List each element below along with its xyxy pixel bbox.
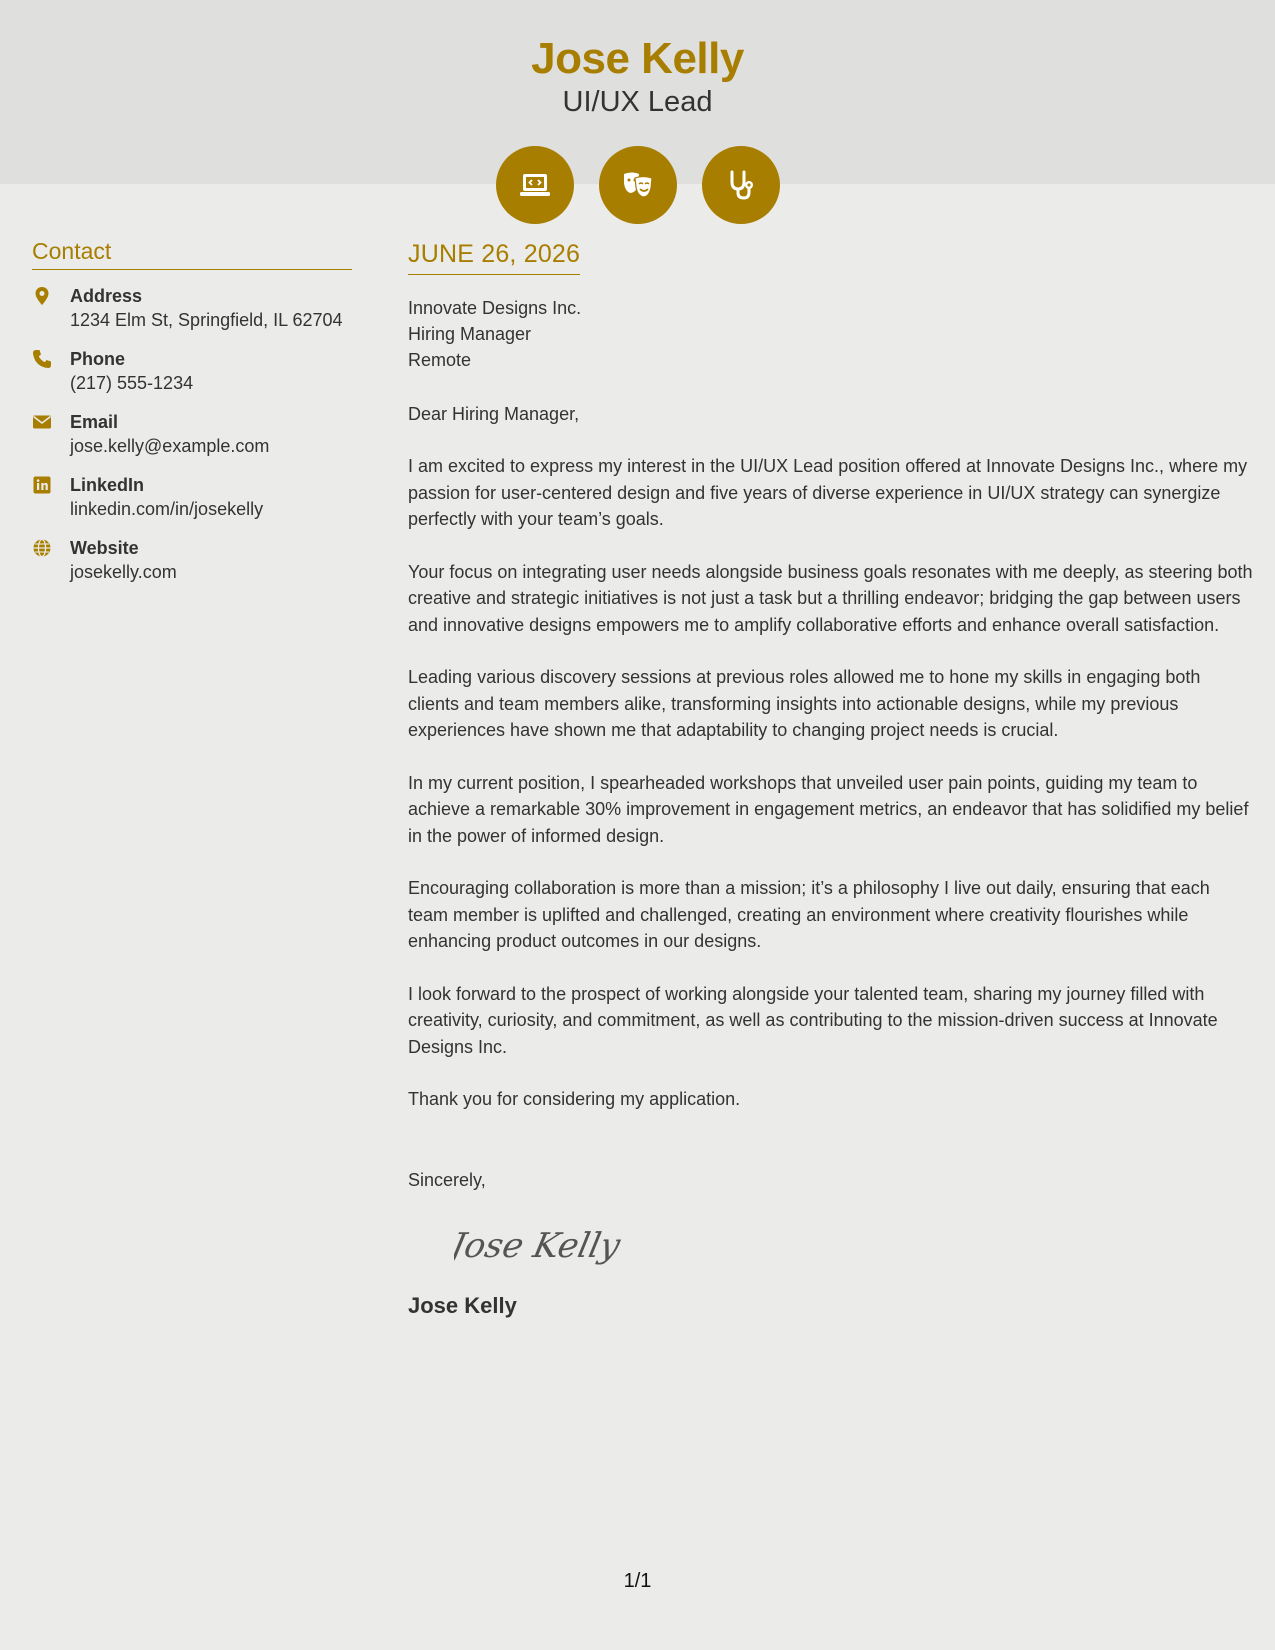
- letter-paragraph: Your focus on integrating user needs alongside business goals resonates with me deeply, as steering both creative and strategic initiatives is not just a task but a thrilling endeavor; bridging the gap between users and innovative designs empowers me to amplify collaborative efforts and enhance overall satisfaction.: [408, 561, 1253, 635]
- letter-paragraph: Encouraging collaboration is more than a mission; it’s a philosophy I live out daily, ensuring that each team member is uplifted and challenged, creating an environment where creativity flourishes while enhancing product outcomes in our designs.: [408, 878, 1210, 951]
- signature: [454, 1215, 1254, 1275]
- closing: Sincerely,: [408, 1169, 486, 1190]
- recipient-block: [408, 295, 1254, 373]
- contact-value: jose.kelly@example.com: [70, 436, 270, 456]
- envelope-icon: [32, 410, 70, 459]
- stethoscope-icon: [702, 146, 780, 224]
- contact-value: josekelly.com: [70, 562, 177, 582]
- recipient-location: Remote: [408, 350, 472, 370]
- letter-paragraph: I am excited to express my interest in the UI/UX Lead position offered at Innovate Designs Inc., where my passion for user-centered design and five years of diverse experience in UI/UX strategy can synergize perfectly with your team’s goals.: [408, 456, 1248, 529]
- contact-label: Website: [70, 538, 139, 558]
- applicant-role: UI/UX Lead: [562, 86, 713, 118]
- contact-value: (217) 555-1234: [70, 373, 194, 393]
- contact-email: [32, 410, 352, 459]
- letter-paragraph: I look forward to the prospect of working alongside your talented team, sharing my journey filled with creativity, curiosity, and commitment, as well as contributing to the mission-driven success at Innovate Designs Inc.: [408, 983, 1218, 1057]
- contact-value: linkedin.com/in/josekelly: [70, 499, 264, 519]
- contact-linkedin: [32, 473, 352, 522]
- letter-body: [408, 240, 1254, 1319]
- contact-title: Contact: [32, 238, 352, 270]
- salutation: Dear Hiring Manager,: [408, 404, 580, 424]
- globe-icon: [32, 536, 70, 585]
- contact-label: LinkedIn: [70, 475, 145, 495]
- signed-name: Jose Kelly: [408, 1292, 517, 1318]
- linkedin-icon: [32, 473, 70, 522]
- applicant-name: Jose Kelly: [531, 34, 744, 83]
- letter-paragraph: Thank you for considering my application.: [408, 1089, 741, 1109]
- theater-masks-icon: [599, 146, 677, 224]
- letter-date: JUNE 26, 2026: [408, 240, 580, 275]
- contact-address: [32, 284, 352, 333]
- contact-phone: [32, 347, 352, 396]
- map-pin-icon: [32, 284, 70, 333]
- contact-value: 1234 Elm St, Springfield, IL 62704: [70, 310, 343, 330]
- contact-label: Phone: [70, 349, 126, 369]
- signature-image: [454, 1215, 634, 1275]
- phone-icon: [32, 347, 70, 396]
- recipient-company: Innovate Designs Inc.: [408, 298, 582, 318]
- contact-label: Email: [70, 412, 119, 432]
- contact-website: [32, 536, 352, 585]
- page-number: 1/1: [623, 1570, 652, 1592]
- signature-text: Jose Kelly: [454, 1225, 624, 1266]
- letter-paragraph: Leading various discovery sessions at previous roles allowed me to hone my skills in engaging both clients and team members alike, transforming insights into actionable designs, while my previous experiences have shown me that adaptability to changing project needs is crucial.: [408, 667, 1201, 740]
- recipient-title: Hiring Manager: [408, 324, 532, 344]
- laptop-code-icon: [496, 146, 574, 224]
- interest-icons: [496, 146, 780, 224]
- contact-label: Address: [70, 286, 143, 306]
- contact-sidebar: [32, 238, 352, 585]
- letter-paragraph: In my current position, I spearheaded workshops that unveiled user pain points, guiding my team to achieve a remarkable 30% improvement in engagement metrics, an endeavor that has solidified my belief in the power of informed design.: [408, 772, 1249, 846]
